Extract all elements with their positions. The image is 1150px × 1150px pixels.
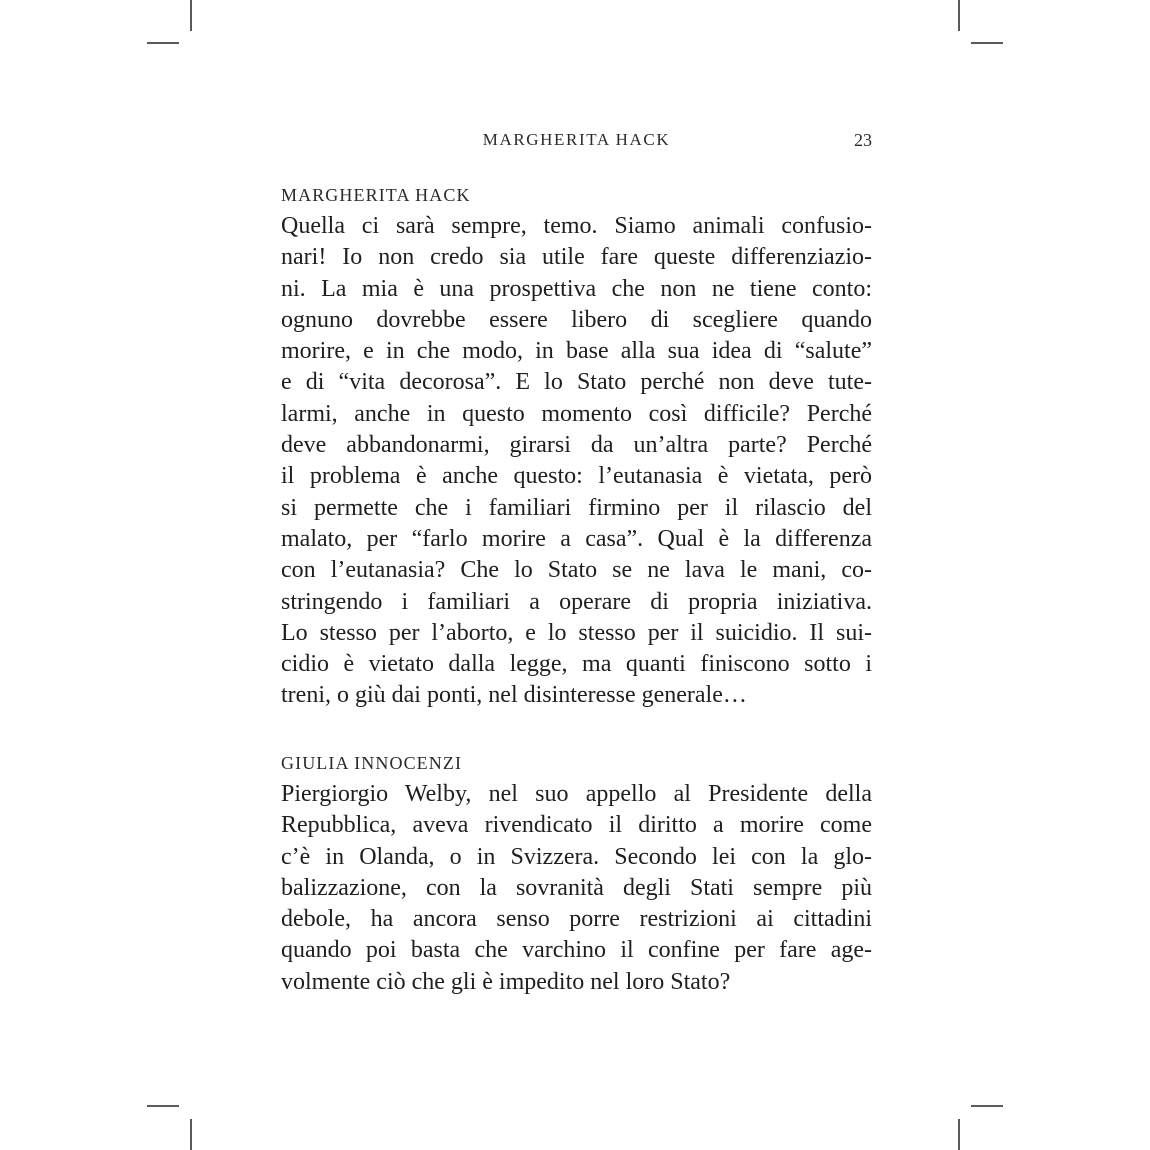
text-line: balizzazione, con la sovranità degli Stati sempre più [281, 874, 872, 901]
text-line: ognuno dovrebbe essere libero di scegliere quando [281, 306, 872, 333]
text-line: con l’eutanasia? Che lo Stato se ne lava le mani, co- [281, 557, 872, 584]
running-head: MARGHERITA HACK [482, 130, 671, 149]
speech-section-margherita-hack [281, 180, 872, 712]
crop-mark-top-left-horizontal-icon [147, 42, 179, 44]
text-line: morire, e in che modo, in base alla sua idea di “salute” [281, 338, 872, 365]
text-line: c’è in Olanda, o in Svizzera. Secondo lei con la glo- [281, 843, 872, 870]
text-line: stringendo i familiari a operare di propria iniziativa. [281, 588, 872, 615]
text-line: Piergiorgio Welby, nel suo appello al Presidente della [281, 781, 872, 807]
text-line: il problema è anche questo: l’eutanasia è vietata, però [281, 463, 872, 490]
text-line: si permette che i familiari firmino per il rilascio del [281, 494, 872, 521]
text-line: quando poi basta che varchino il confine per fare age- [281, 937, 872, 964]
page-number: 23 [854, 130, 872, 150]
text-line: nari! Io non credo sia utile fare queste differenziazio- [281, 244, 872, 271]
crop-mark-top-right-vertical-icon [958, 0, 960, 31]
text-line: malato, per “farlo morire a casa”. Qual è la differenza [281, 525, 872, 552]
crop-mark-top-left-vertical-icon [190, 0, 192, 31]
text-line: cidio è vietato dalla legge, ma quanti finiscono sotto i [281, 651, 872, 678]
speech-paragraph [281, 779, 872, 998]
text-line: debole, ha ancora senso porre restrizioni ai cittadini [281, 906, 872, 933]
crop-mark-top-right-horizontal-icon [971, 42, 1003, 44]
speaker-label: GIULIA INNOCENZI [281, 753, 463, 773]
text-line: Quella ci sarà sempre, temo. Siamo animali confusio- [281, 213, 872, 239]
speech-section-giulia-innocenzi [281, 748, 872, 998]
text-line: ni. La mia è una prospettiva che non ne tiene conto: [281, 275, 872, 302]
text-line: e di “vita decorosa”. E lo Stato perché non deve tute- [281, 369, 872, 396]
crop-mark-bottom-right-vertical-icon [958, 1119, 960, 1150]
crop-mark-bottom-left-horizontal-icon [147, 1105, 179, 1107]
text-line: Repubblica, aveva rivendicato il diritto a morire come [281, 812, 872, 839]
crop-mark-bottom-left-vertical-icon [190, 1119, 192, 1150]
text-line: volmente ciò che gli è impedito nel loro Stato? [281, 968, 731, 995]
speaker-label: MARGHERITA HACK [281, 185, 471, 205]
crop-mark-bottom-right-horizontal-icon [971, 1105, 1003, 1107]
text-line: Lo stesso per l’aborto, e lo stesso per il suicidio. Il sui- [281, 619, 872, 646]
page-header [281, 128, 872, 152]
text-line: deve abbandonarmi, girarsi da un’altra parte? Perché [281, 432, 872, 459]
text-line: larmi, anche in questo momento così difficile? Perché [281, 400, 872, 427]
text-line: treni, o giù dai ponti, nel disinteresse generale… [281, 682, 747, 709]
speech-paragraph [281, 211, 872, 712]
